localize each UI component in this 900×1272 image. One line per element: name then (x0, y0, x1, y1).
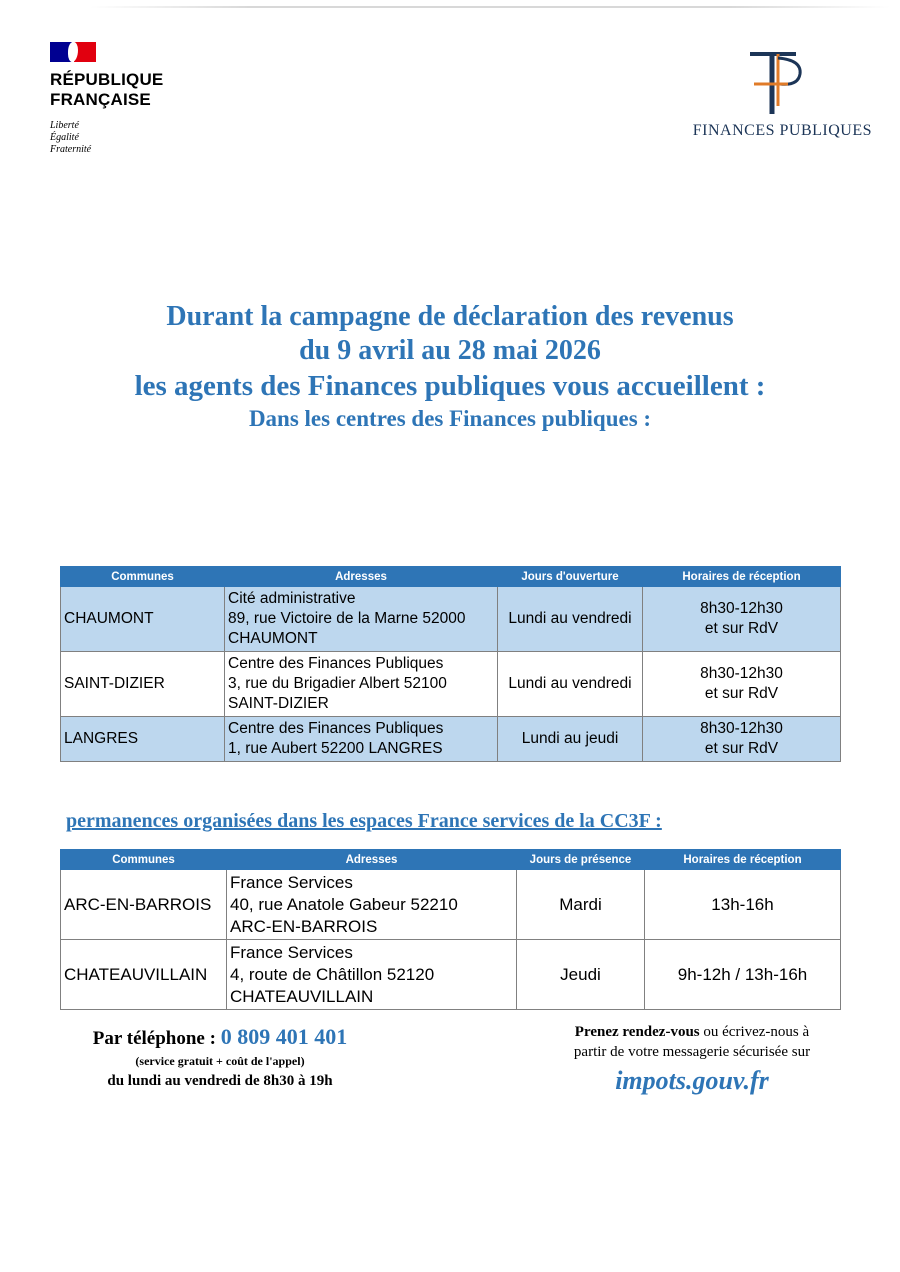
commune-cell: LANGRES (61, 717, 225, 762)
table-row (61, 870, 841, 940)
header-adresses: Adresses (225, 567, 498, 587)
header-jours: Jours de présence (517, 850, 645, 870)
title-line-1: Durant la campagne de déclaration des revenus (166, 301, 734, 332)
motto-fraternite: Fraternité (50, 144, 92, 155)
table-row (61, 587, 841, 652)
address-line: 3, rue du Brigadier Albert 52100 (228, 675, 447, 692)
phone-note: (service gratuit + coût de l'appel) (135, 1054, 305, 1068)
republique-francaise-logo (50, 40, 163, 156)
days-cell: Lundi au vendredi (498, 587, 643, 652)
hours-line: et sur RdV (704, 620, 779, 637)
impots-website-link[interactable]: impots.gouv.fr (615, 1066, 769, 1095)
address-line: ARC-EN-BARROIS (230, 916, 378, 936)
scan-edge-line (90, 6, 890, 8)
republic-motto (50, 120, 163, 156)
address-line: Centre des Finances Publiques (228, 720, 444, 737)
hours-line: 8h30-12h30 (700, 665, 783, 682)
address-cell (225, 717, 498, 762)
hours-line: 8h30-12h30 (700, 720, 783, 737)
centres-table (60, 566, 841, 762)
days-cell: Lundi au jeudi (498, 717, 643, 762)
table-header-row (61, 567, 841, 587)
table-header-row (61, 850, 841, 870)
title-line-4: Dans les centres des Finances publiques : (248, 406, 652, 431)
motto-egalite: Égalité (50, 132, 79, 143)
days-cell: Lundi au vendredi (498, 652, 643, 717)
header-horaires: Horaires de réception (645, 850, 841, 870)
days-cell: Jeudi (517, 940, 645, 1010)
permanences-table (60, 849, 841, 1010)
hours-cell (643, 652, 841, 717)
online-contact-block (552, 1022, 832, 1100)
table-row (61, 652, 841, 717)
republique-francaise-name (50, 70, 163, 110)
finances-publiques-f-icon (744, 48, 804, 118)
address-line: France Services (230, 872, 353, 892)
hours-line: et sur RdV (704, 740, 779, 757)
online-bold: Prenez rendez-vous (574, 1024, 700, 1040)
page-title (0, 300, 900, 434)
address-line: 89, rue Victoire de la Marne 52000 (228, 610, 466, 627)
table-row (61, 717, 841, 762)
address-line: France Services (230, 942, 353, 962)
rf-name-line-1: RÉPUBLIQUE (50, 70, 164, 89)
address-cell (227, 870, 517, 940)
commune-cell: ARC-EN-BARROIS (61, 870, 227, 940)
rf-name-line-2: FRANÇAISE (50, 90, 151, 109)
hours-cell: 9h-12h / 13h-16h (645, 940, 841, 1010)
header-horaires: Horaires de réception (643, 567, 841, 587)
address-line: CHATEAUVILLAIN (230, 986, 374, 1006)
hours-cell: 13h-16h (645, 870, 841, 940)
address-line: CHAUMONT (228, 630, 318, 647)
address-line: SAINT-DIZIER (228, 695, 329, 712)
header-jours: Jours d'ouverture (498, 567, 643, 587)
address-cell (227, 940, 517, 1010)
online-line-2: partir de votre messagerie sécurisée sur (573, 1044, 811, 1060)
marianne-flag-icon (50, 40, 98, 64)
hours-line: 8h30-12h30 (700, 600, 783, 617)
hours-cell (643, 717, 841, 762)
header-communes: Communes (61, 850, 227, 870)
title-line-3: les agents des Finances publiques vous accueillent : (134, 370, 766, 402)
address-cell (225, 587, 498, 652)
title-line-2: du 9 avril au 28 mai 2026 (299, 335, 601, 366)
address-line: 4, route de Châtillon 52120 (230, 964, 435, 984)
address-line: Centre des Finances Publiques (228, 655, 444, 672)
days-cell: Mardi (517, 870, 645, 940)
phone-hours: du lundi au vendredi de 8h30 à 19h (107, 1073, 333, 1089)
table-row (61, 940, 841, 1010)
online-rest: ou écrivez-nous à (699, 1024, 810, 1040)
phone-number: 0 809 401 401 (220, 1024, 348, 1049)
commune-cell: CHATEAUVILLAIN (61, 940, 227, 1010)
hours-line: et sur RdV (704, 685, 779, 702)
permanences-heading: permanences organisées dans les espaces France services de la CC3F : (66, 810, 662, 832)
phone-contact-block (60, 1024, 380, 1092)
phone-label: Par téléphone : (92, 1028, 216, 1049)
finances-publiques-name: FINANCES PUBLIQUES (692, 122, 872, 139)
commune-cell: CHAUMONT (61, 587, 225, 652)
address-line: Cité administrative (228, 590, 356, 607)
address-line: 40, rue Anatole Gabeur 52210 (230, 894, 458, 914)
online-line-1 (552, 1022, 832, 1042)
phone-line (60, 1024, 380, 1052)
header-adresses: Adresses (227, 850, 517, 870)
address-line: 1, rue Aubert 52200 LANGRES (228, 740, 443, 757)
header-communes: Communes (61, 567, 225, 587)
commune-cell: SAINT-DIZIER (61, 652, 225, 717)
hours-cell (643, 587, 841, 652)
motto-liberte: Liberté (50, 120, 79, 131)
address-cell (225, 652, 498, 717)
